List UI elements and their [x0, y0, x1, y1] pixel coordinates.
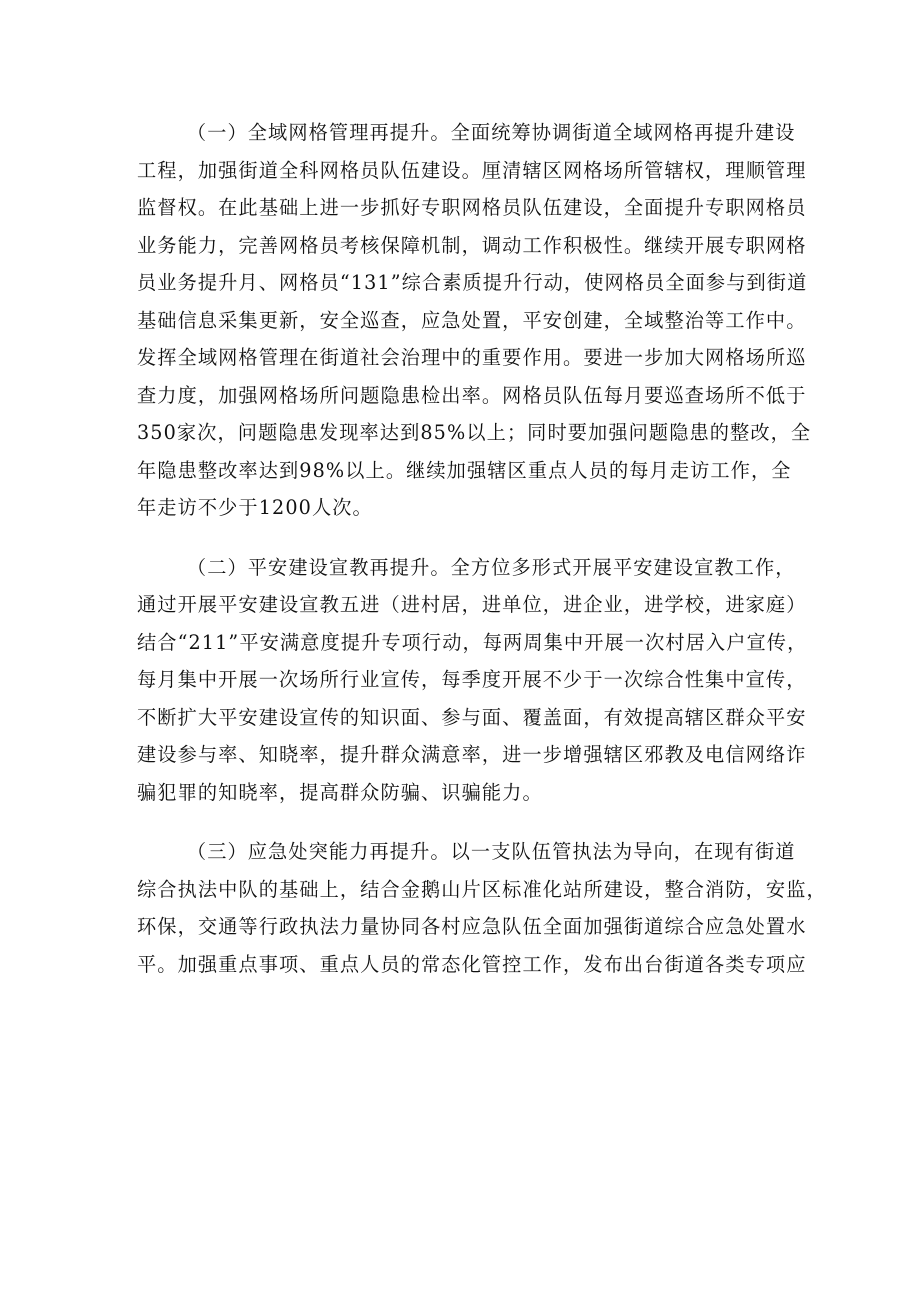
text-line: 环保，交通等行政执法力量协同各村应急队伍全面加强街道综合应急处置水 [137, 915, 807, 938]
text-line: 监督权。在此基础上进一步抓好专职网格员队伍建设，全面提升专职网格员 [137, 196, 807, 219]
text-line: 平。加强重点事项、重点人员的常态化管控工作，发布出台街道各类专项应 [137, 952, 807, 976]
text-line: 工程，加强街道全科网格员队伍建设。厘清辖区网格场所管辖权，理顺管理 [137, 158, 807, 182]
text-line: （一）全域网格管理再提升。全面统筹协调街道全域网格再提升建设 [186, 121, 796, 144]
text-line: 员业务提升月、网格员“131”综合素质提升行动，使网格员全面参与到街道 [137, 271, 808, 294]
text-line: 350家次，问题隐患发现率达到85%以上；同时要加强问题隐患的整改，全 [137, 421, 812, 444]
paragraph-safety-publicity [137, 549, 808, 812]
text-line: 查力度，加强网格场所问题隐患检出率。网格员队伍每月要巡查场所不低于 [137, 383, 807, 407]
text-line: 骗犯罪的知晓率，提高群众防骗、识骗能力。 [137, 780, 543, 804]
text-line: 结合“211”平安满意度提升专项行动，每两周集中开展一次村居入户宣传， [137, 630, 808, 654]
text-line: 不断扩大平安建设宣传的知识面、参与面、覆盖面，有效提高辖区群众平安 [137, 705, 807, 729]
text-line: （三）应急处突能力再提升。以一支队伍管执法为导向，在现有街道 [186, 840, 796, 863]
text-line: 年走访不少于1200人次。 [137, 496, 373, 519]
text-line: （二）平安建设宣教再提升。全方位多形式开展平安建设宣教工作， [186, 555, 796, 579]
paragraph-emergency-response [137, 833, 827, 983]
text-line: 业务能力，完善网格员考核保障机制，调动工作积极性。继续开展专职网格 [137, 233, 807, 257]
paragraph-grid-management [137, 114, 812, 527]
text-line: 通过开展平安建设宣教五进（进村居，进单位，进企业，进学校，进家庭） [137, 593, 807, 616]
text-line: 基础信息采集更新，安全巡查，应急处置，平安创建，全域整治等工作中。 [137, 308, 807, 332]
text-line: 综合执法中队的基础上，结合金鹅山片区标准化站所建设，整合消防，安监， [137, 877, 827, 901]
text-line: 每月集中开展一次场所行业宣传，每季度开展不少于一次综合性集中宣传， [137, 668, 807, 691]
text-line: 发挥全域网格管理在街道社会治理中的重要作用。要进一步加大网格场所巡 [137, 346, 807, 369]
text-line: 建设参与率、知晓率，提升群众满意率，进一步增强辖区邪教及电信网络诈 [137, 743, 807, 766]
text-line: 年隐患整改率达到98%以上。继续加强辖区重点人员的每月走访工作，全 [137, 458, 792, 482]
